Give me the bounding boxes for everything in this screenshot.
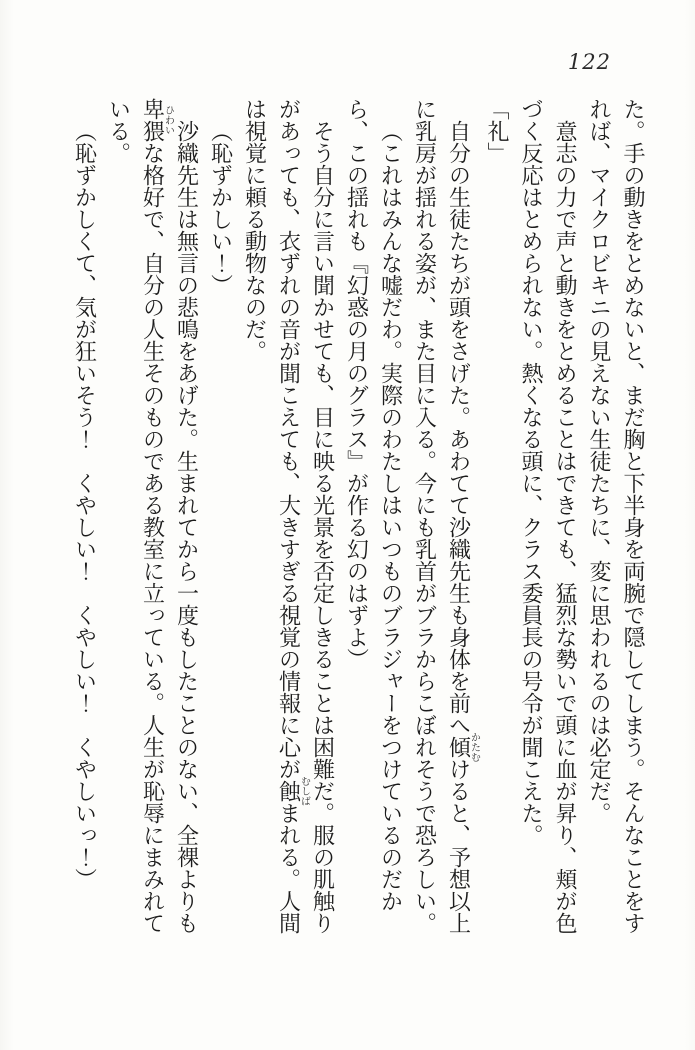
ruby-base: 卑猥 [139, 98, 165, 142]
text-segment: 沙織先生は無言の悲鳴をあげた。生まれてから一度もしたことのない、全裸よりも [173, 120, 199, 934]
ruby-annotation [275, 776, 310, 806]
text-segment: 自分の生徒たちが頭をさげた。あわてて沙織先生も身体を前へ [445, 120, 471, 736]
text-segment: （恥ずかしい！） [207, 120, 233, 296]
text-segment: た。手の動きをとめないと、まだ胸と下半身を両腕で隠してしまう。そんなことをすれば、マイクロビキニの見えない生徒たちに、変に思われるのは必定だ。 [586, 98, 645, 934]
ruby-furigana: むしば [298, 776, 310, 806]
text-segment: そう自分に言い聞かせても、目に映る光景を否定しきることは困難だ。服の肌触りがあっても、衣ずれの音が聞こえても、大きすぎる視覚の情報に心が [275, 98, 335, 934]
text-segment: （恥ずかしくて、気が狂いそう！ くやしい！ くやしい！ くやしいっ！） [71, 120, 97, 890]
ruby-furigana: ひわい [162, 98, 174, 142]
paragraph-6 [237, 98, 339, 938]
text-segment: 意志の力で声と動きをとめることはできても、猛烈な勢いで頭に血が昇り、頬が色づく反応はとめられない。熱くなる頭に、クラス委員長の号令が聞こえた。 [518, 98, 577, 934]
ruby-furigana: かたむ [468, 732, 480, 762]
paragraph-4 [407, 98, 480, 938]
paragraph-3-dialogue [479, 98, 513, 938]
text-segment: （これはみんな嘘だわ。実際のわたしはいつものブラジャーをつけているのだから、この揺れも『幻惑の月のグラス』が作る幻のはずよ） [343, 98, 403, 912]
paragraph-9-inner-monologue [67, 98, 101, 938]
paragraph-2 [513, 98, 581, 938]
ruby-annotation [139, 98, 174, 142]
text-segment: けると、予想以上に乳房が揺れる姿が、また目に入る。今にも乳首がブラからこぼれそうで恐ろしい。 [411, 98, 471, 934]
paragraph-8 [101, 98, 203, 938]
paragraph-7-inner-monologue [203, 98, 237, 938]
page-number: 122 [567, 50, 611, 74]
ruby-base: 蝕 [275, 776, 301, 806]
text-segment: 「礼」 [484, 98, 509, 164]
text-segment: な格好で、自分の人生そのものである教室に立っている。人生が恥辱にまみれている。 [105, 98, 165, 934]
paragraph-5-inner-monologue [339, 98, 407, 938]
text-segment: まれる。人間は視覚に頼る動物なのだ。 [241, 98, 301, 934]
body-text [67, 98, 650, 938]
ruby-annotation [445, 732, 480, 762]
ruby-base: 傾 [445, 732, 471, 762]
paragraph-1 [581, 98, 649, 938]
